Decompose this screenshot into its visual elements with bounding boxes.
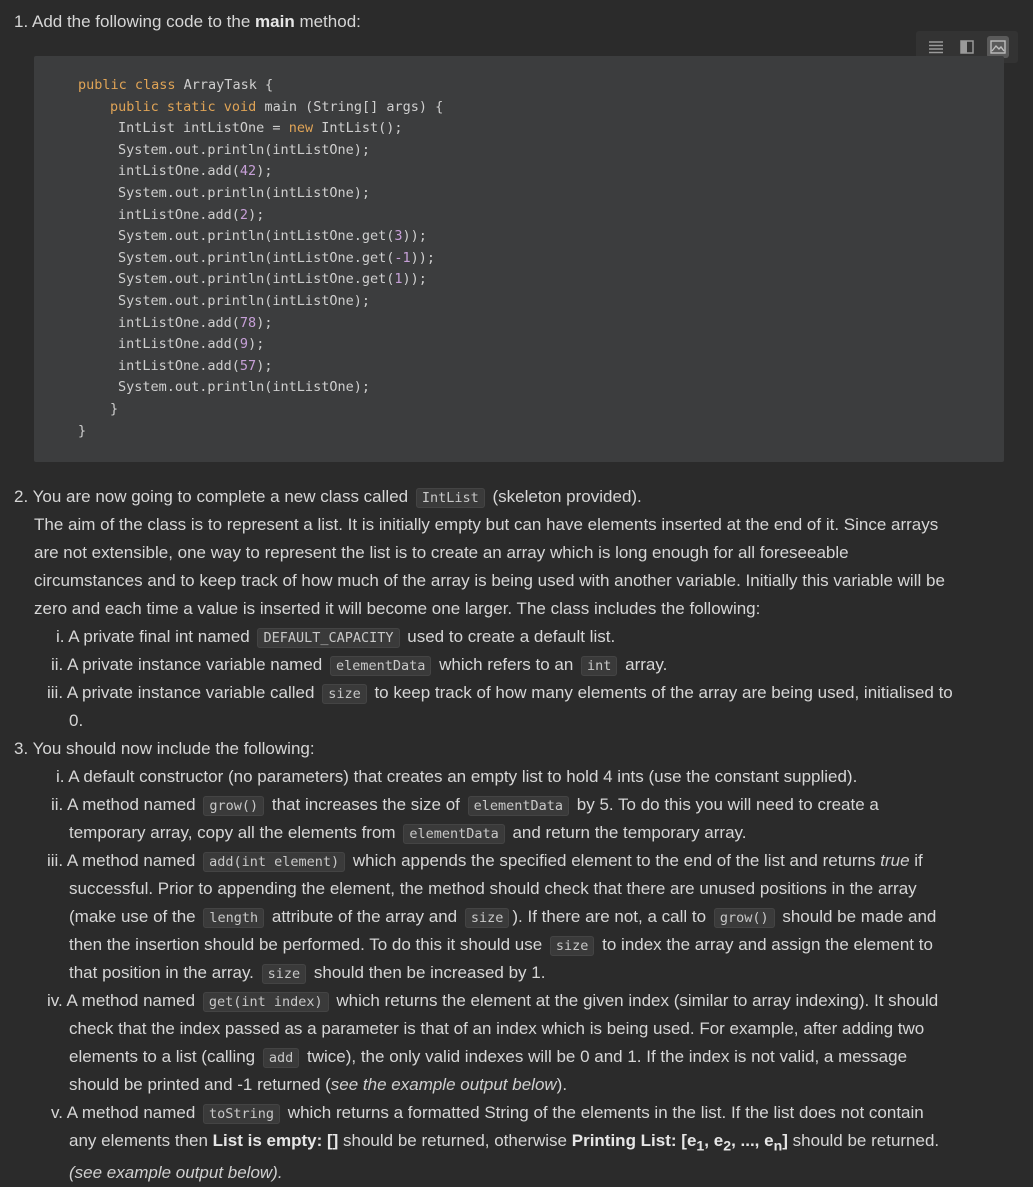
code-grow: grow()	[203, 796, 264, 816]
item-text: to keep track of how many elements of the array are being used, initialised to	[374, 683, 953, 702]
step2-p2: are not extensible, one way to represent the list is to create an array which is long enough for all foreseeable	[34, 543, 849, 562]
code-elementdata: elementData	[330, 656, 431, 676]
step3-item-iii-cont1: successful. Prior to appending the element, the method should check that there are unused positions in the array	[69, 879, 917, 898]
step3-item-iv-cont2	[69, 1043, 907, 1072]
item-text: A method named	[67, 795, 196, 814]
code-line: intListOne.add(57);	[118, 357, 273, 374]
step1-line	[14, 8, 361, 36]
step2-p3: circumstances and to keep track of how much of the array is being used with another variable. Initially this variable will be	[34, 571, 945, 590]
item-text: A method named	[66, 991, 196, 1010]
item-text: (make use of the	[69, 907, 196, 926]
step2-item-iii-cont: 0.	[69, 711, 84, 730]
step3-item-iv-cont3	[69, 1071, 567, 1099]
item-text: should be returned.	[792, 1131, 940, 1150]
code-line: intListOne.add(42);	[118, 163, 273, 180]
item-text: then the insertion should be performed. To do this it should use	[69, 935, 543, 954]
code-add: add(int element)	[203, 852, 345, 872]
code-line: System.out.println(intListOne);	[118, 379, 370, 396]
emph-see-example: see the example output below	[330, 1075, 557, 1094]
code-size: size	[465, 908, 510, 928]
item-text: should be made and	[782, 907, 937, 926]
item-text: twice), the only valid indexes will be 0 and 1. If the index is not valid, a message	[307, 1047, 908, 1066]
item-text: temporary array, copy all the elements from	[69, 823, 396, 842]
step3-item-iii-cont2	[69, 903, 936, 932]
code-size: size	[550, 936, 595, 956]
item-text: A default constructor (no parameters) that creates an empty list to hold 4 ints (use the constant supplied).	[68, 767, 858, 786]
item-text: A private instance variable named	[67, 655, 323, 674]
item-text: A method named	[66, 1103, 196, 1122]
item-num: iii.	[47, 683, 64, 702]
code-elementdata: elementData	[403, 824, 504, 844]
step3-item-iv-cont1: check that the index passed as a parameter is that of an index which is being used. For example, after adding two	[69, 1019, 925, 1038]
item-text: if	[914, 851, 923, 870]
item-text: any elements then	[69, 1131, 208, 1150]
code-int: int	[581, 656, 617, 676]
code-line: System.out.println(intListOne.get(3));	[118, 228, 427, 245]
item-text: to index the array and assign the element to	[602, 935, 933, 954]
code-length: length	[203, 908, 264, 928]
item-num: iv.	[47, 991, 63, 1010]
image-view-icon[interactable]	[987, 36, 1009, 58]
item-num: ii.	[51, 655, 64, 674]
step3-item-i	[56, 763, 857, 791]
item-text: A method named	[66, 851, 196, 870]
code-tostring: toString	[203, 1104, 280, 1124]
step3-item-iii	[47, 847, 923, 876]
bold-list-empty: List is empty: []	[212, 1131, 339, 1150]
step2-item-ii	[51, 651, 667, 680]
item-text: A private instance variable called	[66, 683, 315, 702]
code-line: public static void main (String[] args) {	[110, 98, 444, 115]
item-text: ).	[556, 1075, 568, 1094]
code-size: size	[262, 964, 307, 984]
step1-text-a: Add the following code to the	[31, 12, 256, 31]
item-text: should be printed and -1 returned (	[69, 1075, 331, 1094]
code-line: intListOne.add(2);	[118, 206, 265, 223]
step3-item-ii-cont	[69, 819, 746, 848]
code-intlist: IntList	[416, 488, 485, 508]
step2-p1: The aim of the class is to represent a list. It is initially empty but can have elements inserted at the end of it. Since arrays	[34, 515, 939, 534]
step3-item-iv	[47, 987, 938, 1016]
step3-intro: You should now include the following:	[32, 739, 315, 758]
bold-printing-list: Printing List: [$e_1$, $e_2$, ..., $e_n$]	[571, 1131, 788, 1155]
code-line: intListOne.add(9);	[118, 336, 265, 353]
code-line: }	[110, 401, 119, 417]
step2-item-i	[56, 623, 615, 652]
emph-see-example-v: (see example output below).	[69, 1163, 283, 1182]
step3-item-iii-cont3	[69, 931, 933, 960]
code-grow: grow()	[714, 908, 775, 928]
item-text: ). If there are not, a call to	[512, 907, 707, 926]
code-line: intListOne.add(78);	[118, 314, 273, 331]
step3-item-v-cont1	[69, 1127, 939, 1160]
item-num: ii.	[51, 795, 64, 814]
list-view-icon[interactable]	[925, 36, 947, 58]
item-num: i.	[56, 767, 65, 786]
item-text: A private final int named	[68, 627, 250, 646]
code-add: add	[263, 1048, 299, 1068]
item-text: that increases the size of	[271, 795, 460, 814]
item-num: i.	[56, 627, 65, 646]
code-line: public class ArrayTask {	[78, 77, 274, 93]
code-line: System.out.println(intListOne);	[118, 293, 370, 309]
code-elementdata: elementData	[468, 796, 569, 816]
step3-line	[14, 735, 315, 763]
code-block	[34, 56, 1004, 462]
step3-item-iii-cont4	[69, 959, 545, 988]
item-text: array.	[625, 655, 668, 674]
step3-number: 3.	[14, 739, 29, 758]
item-text: which refers to an	[439, 655, 574, 674]
item-text: should then be increased by 1.	[313, 963, 546, 982]
item-text: by 5. To do this you will need to create a	[576, 795, 879, 814]
item-text: which appends the specified element to the end of the list and returns	[352, 851, 876, 870]
step3-item-v	[51, 1099, 924, 1128]
item-text: which returns a formatted String of the elements in the list. If the list does not contain	[287, 1103, 924, 1122]
item-text: and return the temporary array.	[512, 823, 747, 842]
step2-text: You are now going to complete a new class called	[32, 487, 409, 506]
code-line: }	[78, 422, 87, 439]
code-size: size	[322, 684, 367, 704]
step2-line	[14, 483, 642, 512]
step2-p4: zero and each time a value is inserted it will become one larger. The class includes the following:	[34, 599, 761, 618]
item-text: used to create a default list.	[407, 627, 616, 646]
code-default-capacity: DEFAULT_CAPACITY	[257, 628, 399, 648]
emph-true: true	[880, 851, 910, 870]
step2-number: 2.	[14, 487, 29, 506]
code-line: IntList intListOne = new IntList();	[118, 120, 403, 137]
item-num: v.	[51, 1103, 63, 1122]
item-text: elements to a list (calling	[69, 1047, 256, 1066]
step2-item-iii	[47, 679, 953, 708]
step3-item-ii	[51, 791, 879, 820]
step1-text-b: method:	[294, 12, 361, 31]
code-line: System.out.println(intListOne);	[118, 185, 370, 201]
item-text: that position in the array.	[69, 963, 254, 982]
split-view-icon[interactable]	[956, 36, 978, 58]
item-text: attribute of the array and	[271, 907, 458, 926]
code-line: System.out.println(intListOne.get(-1));	[118, 249, 435, 266]
item-num: iii.	[47, 851, 64, 870]
code-line: System.out.println(intListOne);	[118, 141, 370, 158]
code-get: get(int index)	[203, 992, 329, 1012]
item-text: which returns the element at the given index (similar to array indexing). It should	[336, 991, 939, 1010]
item-text: should be returned, otherwise	[343, 1131, 567, 1150]
step1-bold-main: main	[255, 12, 295, 31]
step2-text-b: (skeleton provided).	[492, 487, 642, 506]
code-line: System.out.println(intListOne.get(1));	[118, 271, 427, 288]
step3-item-v-cont2	[69, 1159, 283, 1187]
step1-number: 1.	[14, 12, 29, 31]
